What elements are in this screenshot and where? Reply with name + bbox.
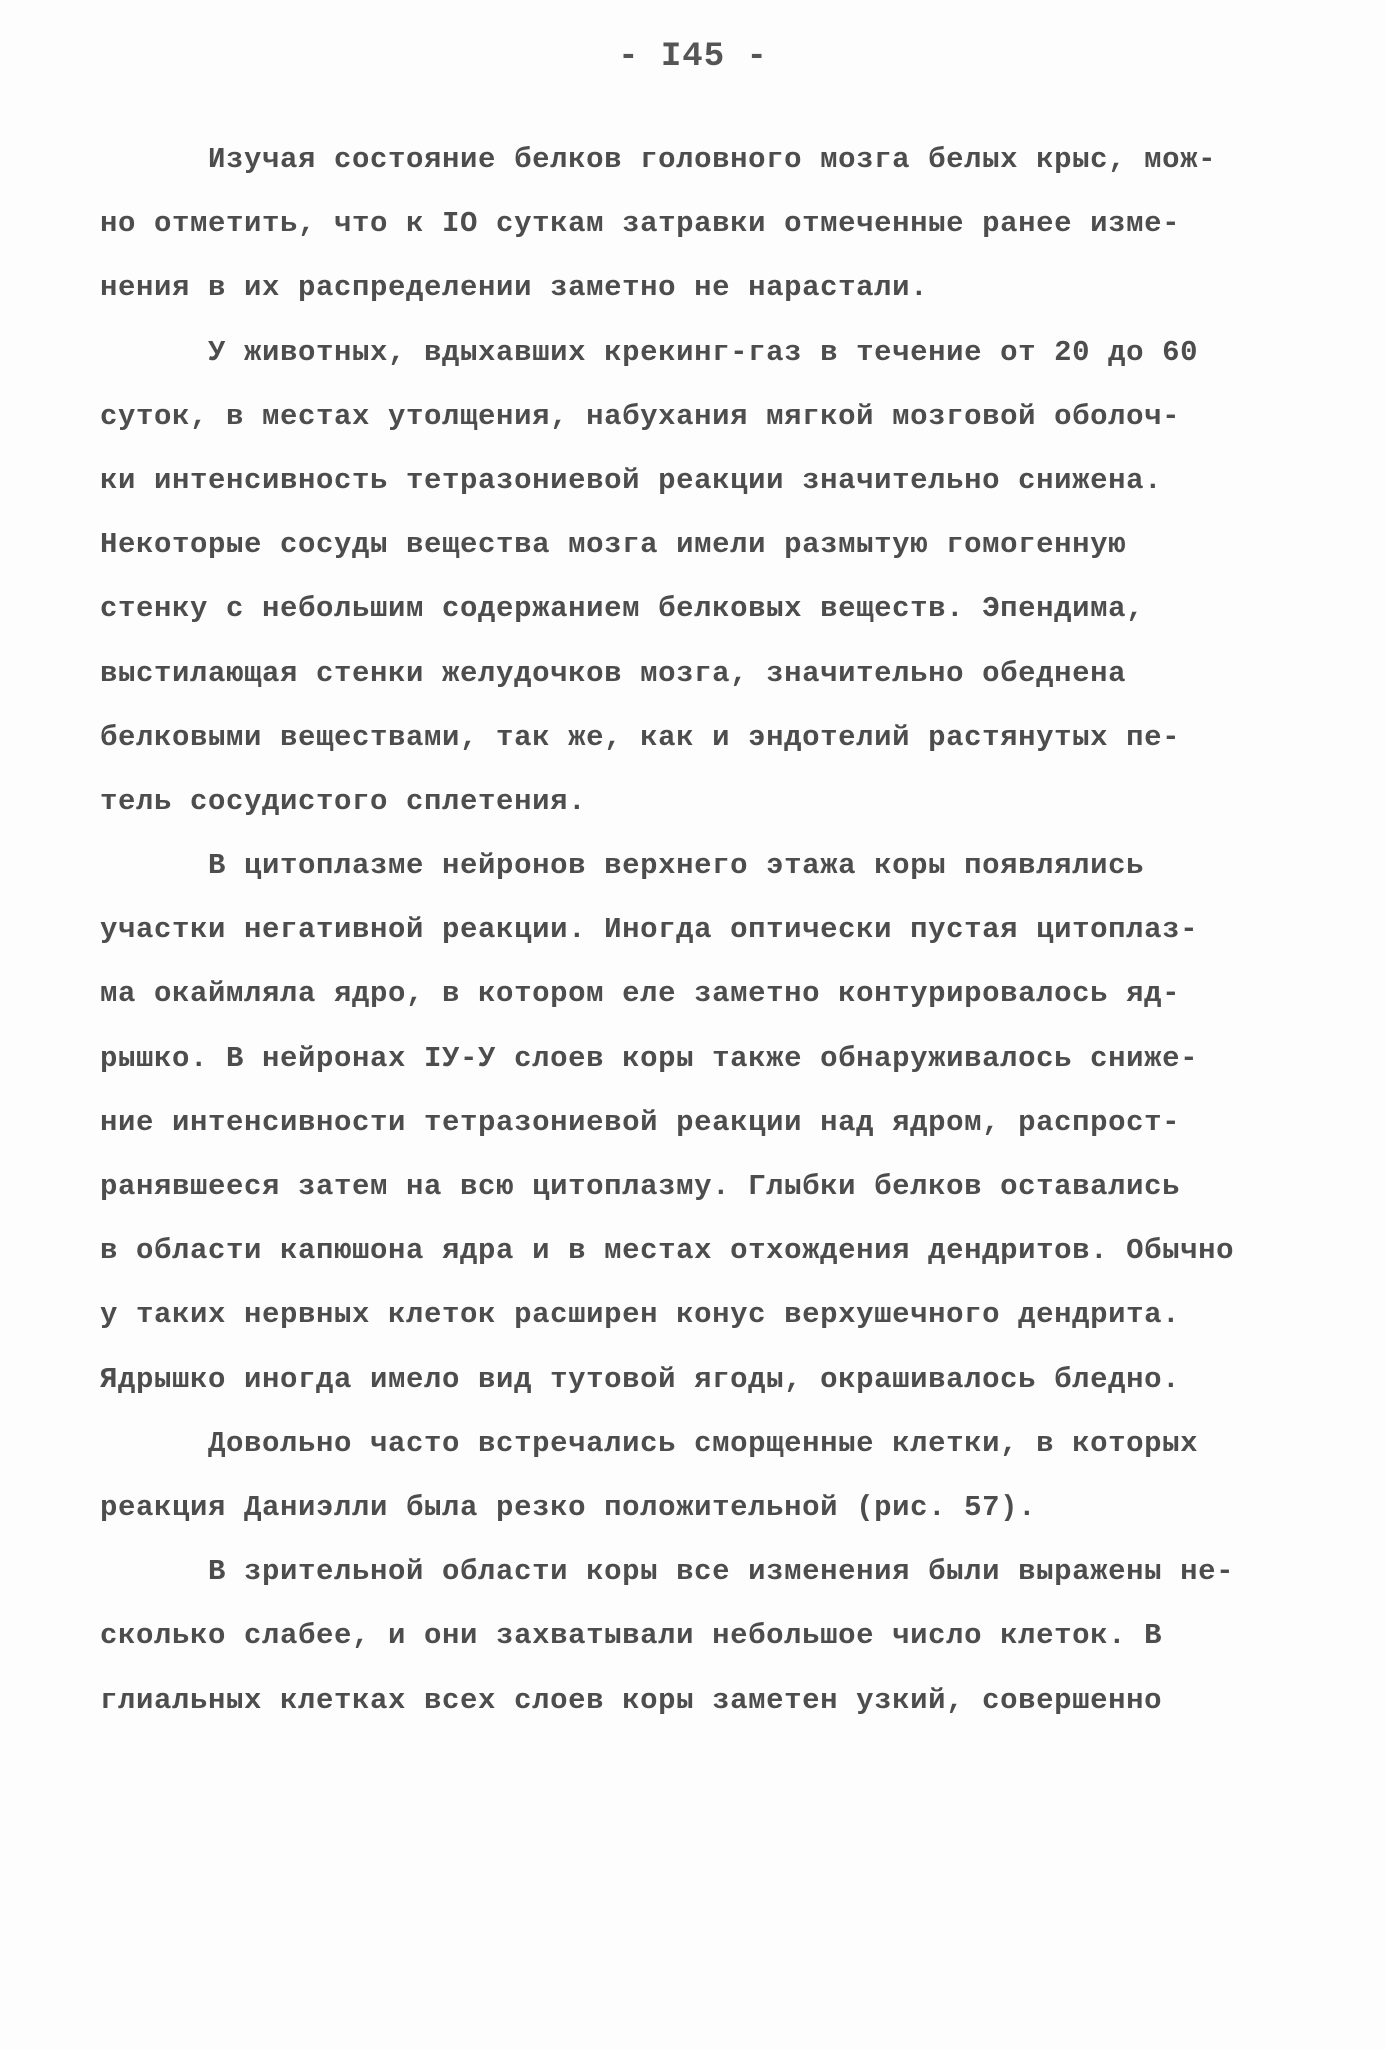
text-line: ние интенсивности тетразониевой реакции над ядром, распрост- — [100, 1105, 1181, 1139]
text-line: но отметить, что к IO суткам затравки отмеченные ранее изме- — [100, 207, 1181, 241]
text-line: В цитоплазме нейронов верхнего этажа коры появлялись — [100, 849, 1145, 883]
body-text — [100, 128, 1300, 1733]
text-line: сколько слабее, и они захватывали небольшое число клеток. В — [100, 1619, 1163, 1653]
text-line: выстилающая стенки желудочков мозга, значительно обеднена — [100, 656, 1127, 690]
text-line: стенку с небольшим содержанием белковых веществ. Эпендима, — [100, 592, 1145, 626]
text-line: Некоторые сосуды вещества мозга имели размытую гомогенную — [100, 528, 1127, 562]
text-line: Довольно часто встречались сморщенные клетки, в которых — [100, 1426, 1199, 1460]
text-line: суток, в местах утолщения, набухания мягкой мозговой оболоч- — [100, 399, 1181, 433]
text-line: Ядрышко иногда имело вид тутовой ягоды, окрашивалось бледно. — [100, 1362, 1181, 1396]
text-line: ранявшееся затем на всю цитоплазму. Глыбки белков оставались — [100, 1170, 1181, 1203]
text-line: У животных, вдыхавших крекинг-газ в течение от 20 до 60 — [100, 335, 1199, 369]
text-line: тель сосудистого сплетения. — [100, 784, 587, 818]
text-line: реакция Даниэлли была резко положительной (рис. 57). — [100, 1490, 1037, 1524]
text-line: рышко. В нейронах IУ-У слоев коры также обнаруживалось сниже- — [100, 1041, 1199, 1075]
text-line: белковыми веществами, так же, как и эндотелий растянутых пе- — [100, 720, 1181, 754]
text-line: в области капюшона ядра и в местах отхождения дендритов. Обычно — [100, 1234, 1235, 1268]
text-line: ма окаймляла ядро, в котором еле заметно контурировалось яд- — [100, 977, 1181, 1011]
page-number: - I45 - — [618, 38, 768, 76]
text-line: нения в их распределении заметно не нарастали. — [100, 271, 929, 305]
text-line: Изучая состояние белков головного мозга белых крыс, мож- — [100, 143, 1217, 176]
text-line: участки негативной реакции. Иногда оптически пустая цитоплаз- — [100, 913, 1199, 947]
text-line: у таких нервных клеток расширен конус верхушечного дендрита. — [100, 1298, 1181, 1332]
text-line: ки интенсивность тетразониевой реакции значительно снижена. — [100, 463, 1163, 497]
text-line: В зрительной области коры все изменения были выражены не- — [100, 1555, 1235, 1589]
text-line: глиальных клетках всех слоев коры заметен узкий, совершенно — [100, 1683, 1163, 1717]
